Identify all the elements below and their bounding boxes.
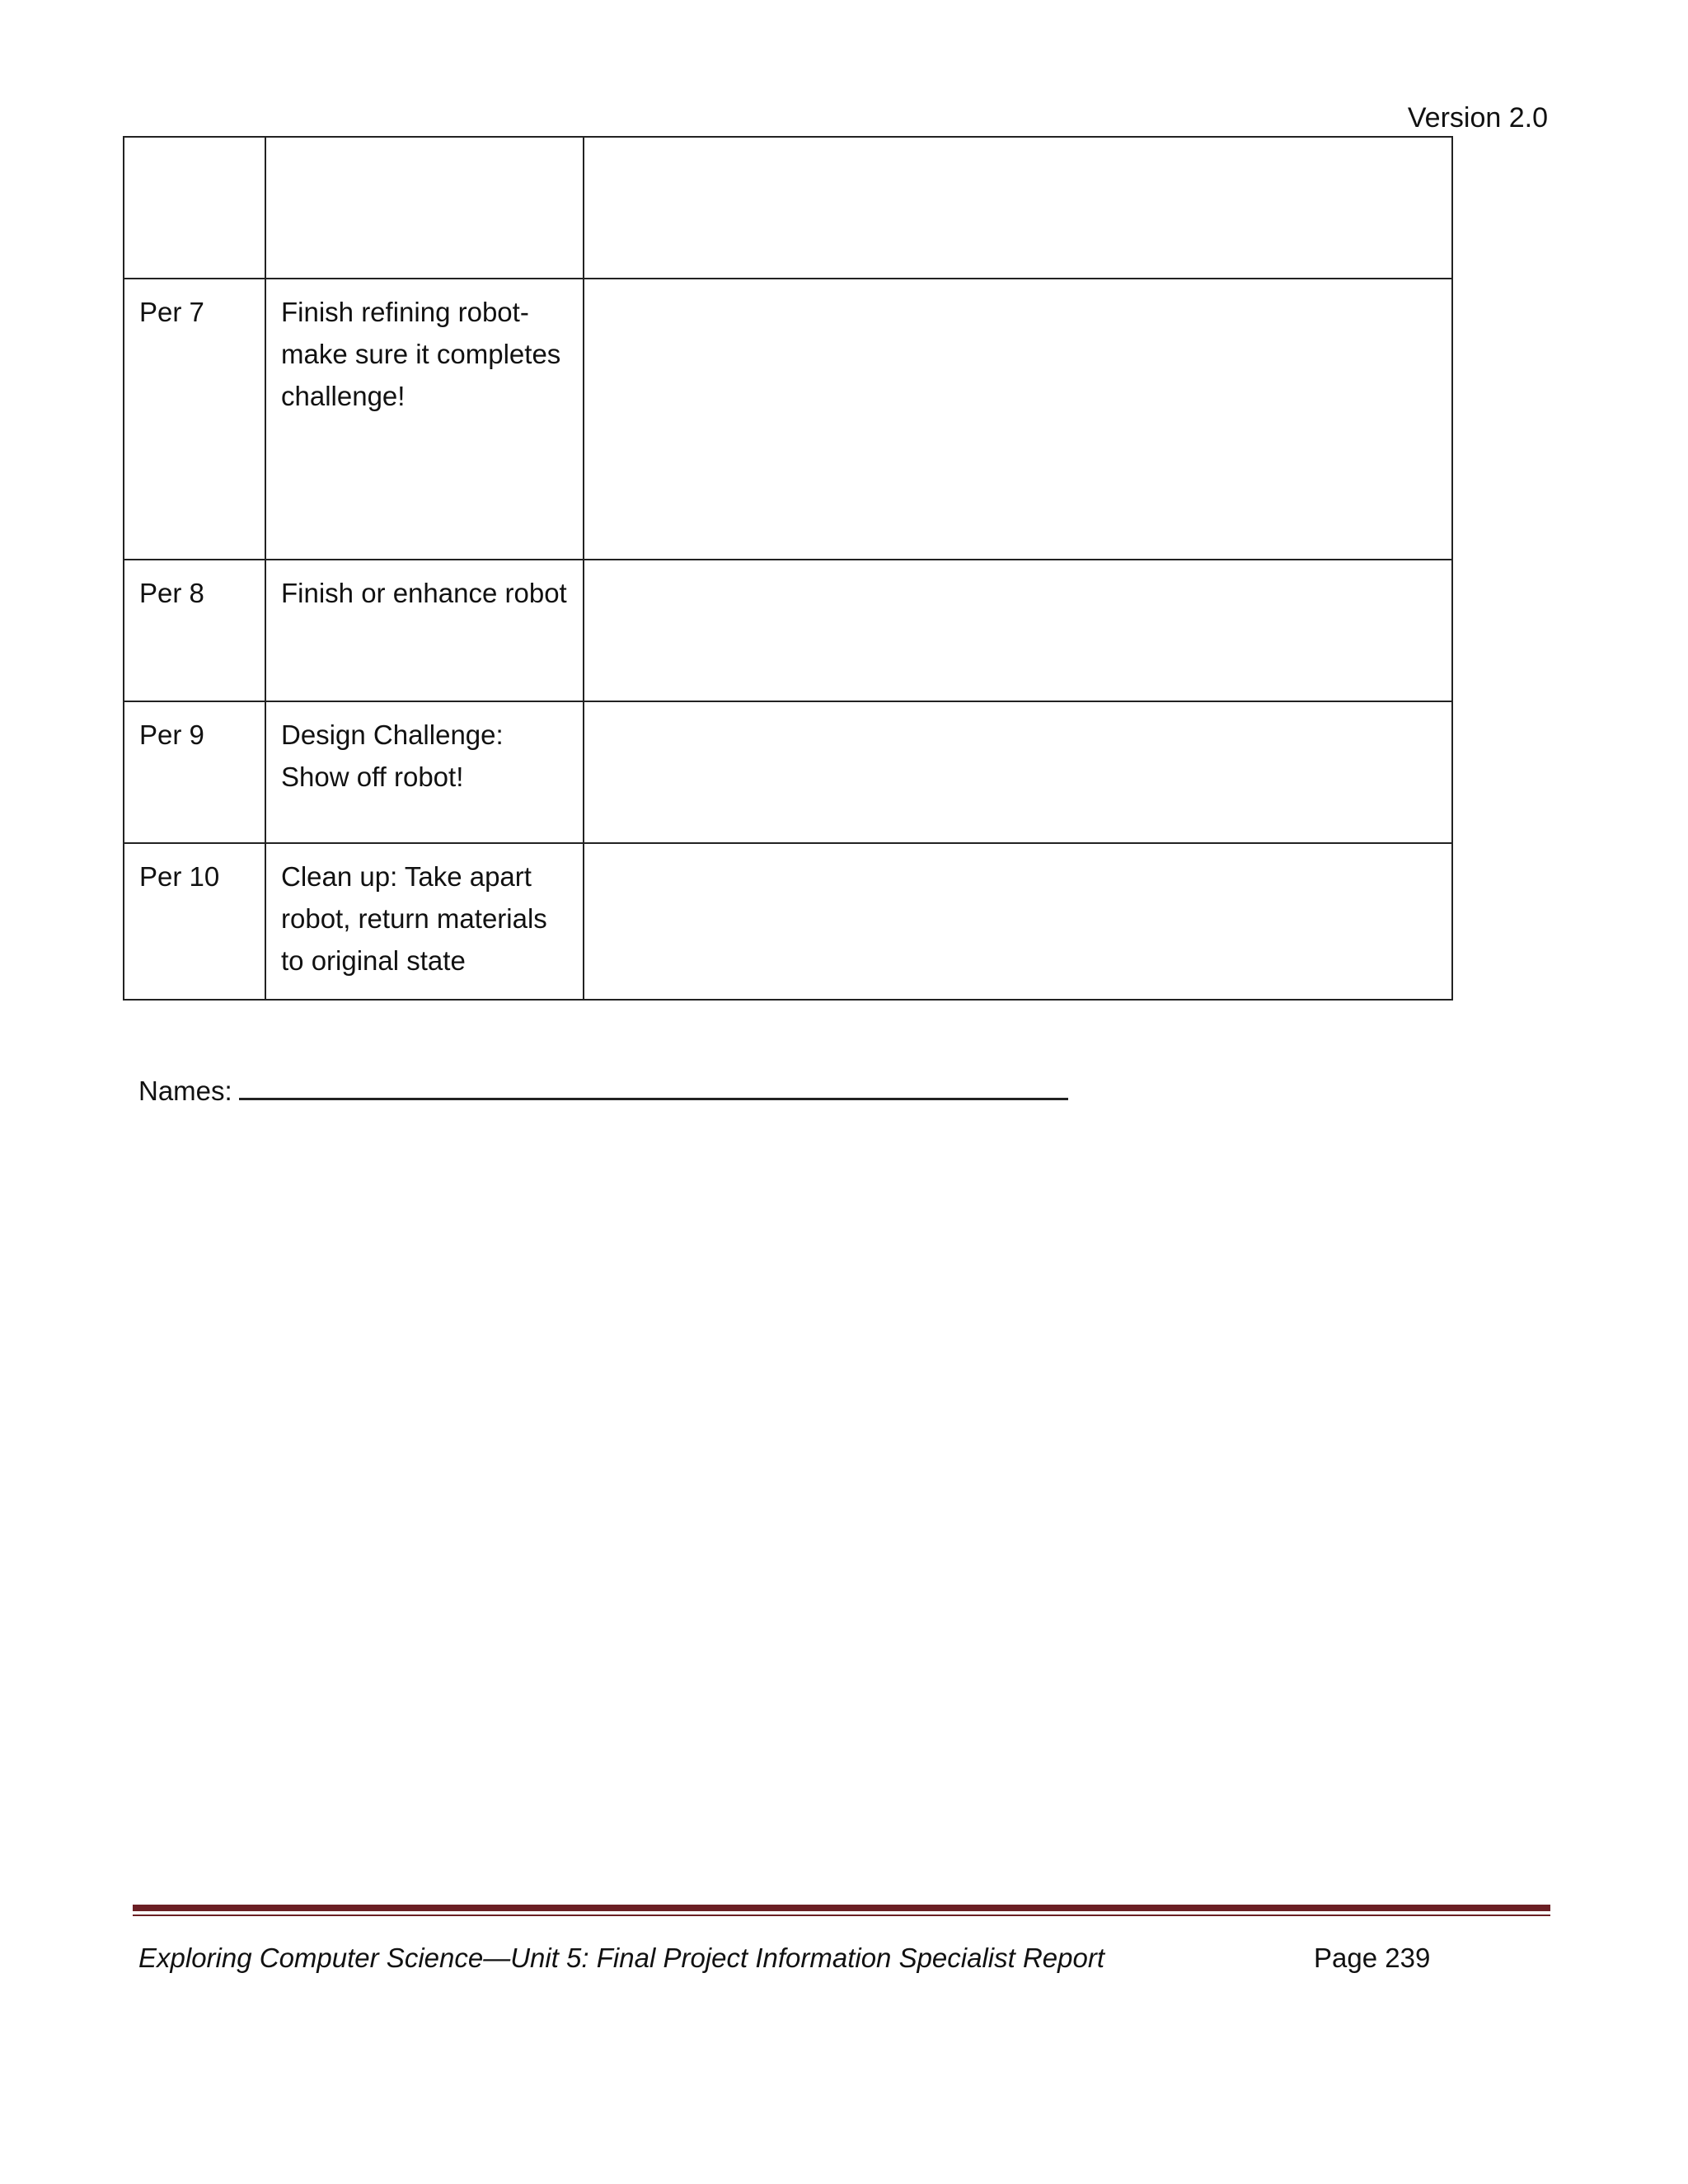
- footer-rule-thin: [133, 1915, 1550, 1916]
- task-cell: Finish refining robot-make sure it completes challenge!: [265, 279, 584, 560]
- notes-cell[interactable]: [584, 843, 1452, 1000]
- task-cell: Design Challenge: Show off robot!: [265, 701, 584, 843]
- task-cell: Clean up: Take apart robot, return materials to original state: [265, 843, 584, 1000]
- task-cell: Finish or enhance robot: [265, 560, 584, 701]
- notes-cell[interactable]: [584, 279, 1452, 560]
- notes-cell[interactable]: [584, 137, 1452, 279]
- period-cell: Per 9: [124, 701, 265, 843]
- footer-title: Exploring Computer Science—Unit 5: Final Project Information Specialist Report: [138, 1943, 1105, 1973]
- period-cell: Per 7: [124, 279, 265, 560]
- table-row: [124, 279, 1452, 560]
- version-label: Version 2.0: [1407, 102, 1548, 134]
- table-row: [124, 560, 1452, 701]
- table-row: [124, 137, 1452, 279]
- table-row: [124, 843, 1452, 1000]
- names-blank[interactable]: [239, 1070, 1068, 1100]
- period-cell: Per 10: [124, 843, 265, 1000]
- task-cell: [265, 137, 584, 279]
- notes-cell[interactable]: [584, 560, 1452, 701]
- table-row: [124, 701, 1452, 843]
- notes-cell[interactable]: [584, 701, 1452, 843]
- names-field: [138, 1070, 1068, 1109]
- schedule-table: [123, 136, 1453, 1001]
- period-cell: Per 8: [124, 560, 265, 701]
- period-cell: [124, 137, 265, 279]
- names-label: Names:: [138, 1076, 232, 1106]
- footer-rule: [133, 1905, 1550, 1911]
- page-number: Page 239: [1314, 1943, 1431, 1973]
